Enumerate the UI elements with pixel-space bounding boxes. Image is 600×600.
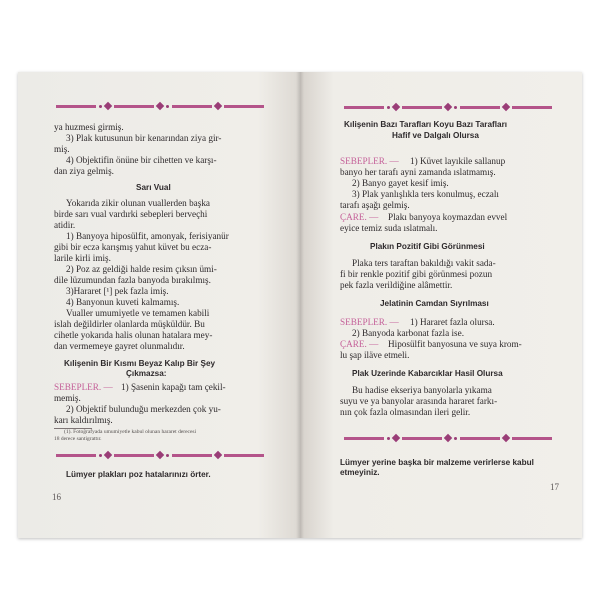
heading-jelatin: Jelatinin Camdan Sıyrılması — [380, 299, 489, 308]
text-line: 4) Objektifin önüne bir cihetten ve karşı- — [66, 155, 217, 165]
heading-kabarcik: Plak Uzerinde Kabarcıklar Hasil Olursa — [352, 369, 503, 378]
sebepler-label: SEBEPLER. — — [340, 317, 399, 327]
text-line: Plakı banyoya koymazdan evvel — [388, 212, 508, 222]
text-line: tarafı aşağı gelmiş. — [340, 200, 410, 210]
text-line: pek fazla verildiğine alâmettir. — [340, 280, 453, 290]
heading-koyu: Kılişenin Bazı Tarafları Koyu Bazı Tarafları — [344, 120, 508, 129]
text-line: 1) Banyoya hiposülfit, amonyak, ferisiyanür — [66, 231, 229, 241]
text-line: Plaka ters taraftan bakıldığı vakit sada- — [352, 258, 496, 268]
text-line: gibi bir eczə karışmış yahut küvet bu ecza- — [54, 242, 212, 252]
text-line: nın çok fazla olmasından ileri gelir. — [340, 407, 471, 417]
footnote-line: 18 derece santigrattır. — [54, 436, 102, 442]
text-line: ya huzmesi girmiş. — [54, 122, 124, 132]
text-line: 1) Hararet fazla olursa. — [410, 317, 495, 327]
text-line: Bu hadise ekseriya banyolarla yıkama — [352, 385, 492, 395]
text-line: karı kaldırılmış. — [54, 415, 113, 425]
heading-pozitif: Plakın Pozitif Gibi Görünmesi — [370, 242, 485, 251]
heading-kisim-2: Çıkmazsa: — [126, 369, 167, 378]
open-booklet — [18, 72, 582, 538]
ornament-bottom — [56, 451, 264, 459]
text-line: memiş. — [54, 393, 81, 403]
care-label: ÇARE. — — [340, 339, 379, 349]
text-line: eyice temiz suda ıslatmalı. — [340, 223, 438, 233]
page-number: 16 — [52, 492, 61, 502]
text-line: suyu ve ya banyolar arasında hararet farkı- — [340, 396, 498, 406]
text-line: cihetle yokarıda halis olunan hatalara mey- — [54, 330, 213, 340]
page-number: 17 — [550, 482, 559, 492]
text-line: Yokarıda zikir olunan vuallerden başka — [66, 198, 210, 208]
book-spine — [296, 72, 304, 538]
text-line: 1) Küvet layıkile sallanup — [410, 156, 506, 166]
sebepler-label: SEBEPLER. — — [54, 382, 113, 392]
sebepler-label: SEBEPLER. — — [340, 156, 399, 166]
text-line: 4) Banyonun kuveti kalmamış. — [66, 297, 180, 307]
text-line: banyo her tarafı ayni zamanda ıslatmamış. — [340, 167, 496, 177]
text-line: 2) Banyoda karbonat fazla ise. — [352, 328, 464, 338]
footnote-line: (1). Fotoğrafyada umumiyetle kabul olunan hararet derecesi — [64, 429, 197, 435]
text-line: dile lüzumundan fazla banyoda bırakılmış. — [54, 275, 211, 285]
text-line: 3) Plak kutusunun bir kenarından ziya gir- — [66, 133, 222, 143]
heading-koyu-2: Hafif ve Dalgalı Olursa — [392, 131, 479, 140]
text-line: larile kirli imiş. — [54, 253, 111, 263]
text-line: dan vermemeye gayret olunmalıdır. — [54, 341, 185, 351]
ornament-bottom — [344, 434, 552, 442]
ornament-top — [344, 103, 552, 111]
text-line: 2) Objektif bulunduğu merkezden çok yu- — [66, 404, 221, 414]
text-line: atidir. — [54, 220, 76, 230]
text-line: Hiposülfit banyosuna ve suya krom- — [388, 339, 522, 349]
text-line: 1) Şasenin kapağı tam çekil- — [121, 382, 226, 392]
ornament-top — [56, 102, 264, 110]
text-line: miş. — [54, 144, 70, 154]
care-label: ÇARE. — — [340, 212, 379, 222]
left-page — [18, 72, 300, 538]
text-line: 3) Plak yanlışlıkla ters konulmuş, eczalı — [352, 189, 499, 199]
heading-sari-vual: Sarı Vual — [136, 183, 171, 192]
text-line: lu şap iläve etmeli. — [340, 350, 410, 360]
text-line: Vualler umumiyetle ve temamen kabili — [66, 308, 210, 318]
advert-note: Lümyer plakları poz hatalarınızı örter. — [66, 470, 211, 479]
text-line: dan ziya gelmiş. — [54, 166, 114, 176]
right-page — [300, 72, 582, 538]
text-line: 3)Hararet [¹] pek fazla imiş. — [66, 286, 169, 296]
text-line: fi bir renkle pozitif gibi görünmesi pozun — [340, 269, 493, 279]
heading-kisim: Kılişenin Bir Kısmı Beyaz Kalıp Bir Şey — [64, 359, 216, 368]
text-line: birde sarı vual vardırki sebepleri berveçhi — [54, 209, 208, 219]
text-line: islah değildirler olanlarda müşküldür. Bu — [54, 319, 205, 329]
advert-note-2: etmeyiniz. — [340, 468, 380, 477]
text-line: 2) Banyo gayet kesif imiş. — [352, 178, 449, 188]
advert-note: Lümyer yerine başka bir malzeme verirlerse kabul — [340, 458, 534, 467]
text-line: 2) Poz az geldiği halde resim çıksın ümi- — [66, 264, 217, 274]
